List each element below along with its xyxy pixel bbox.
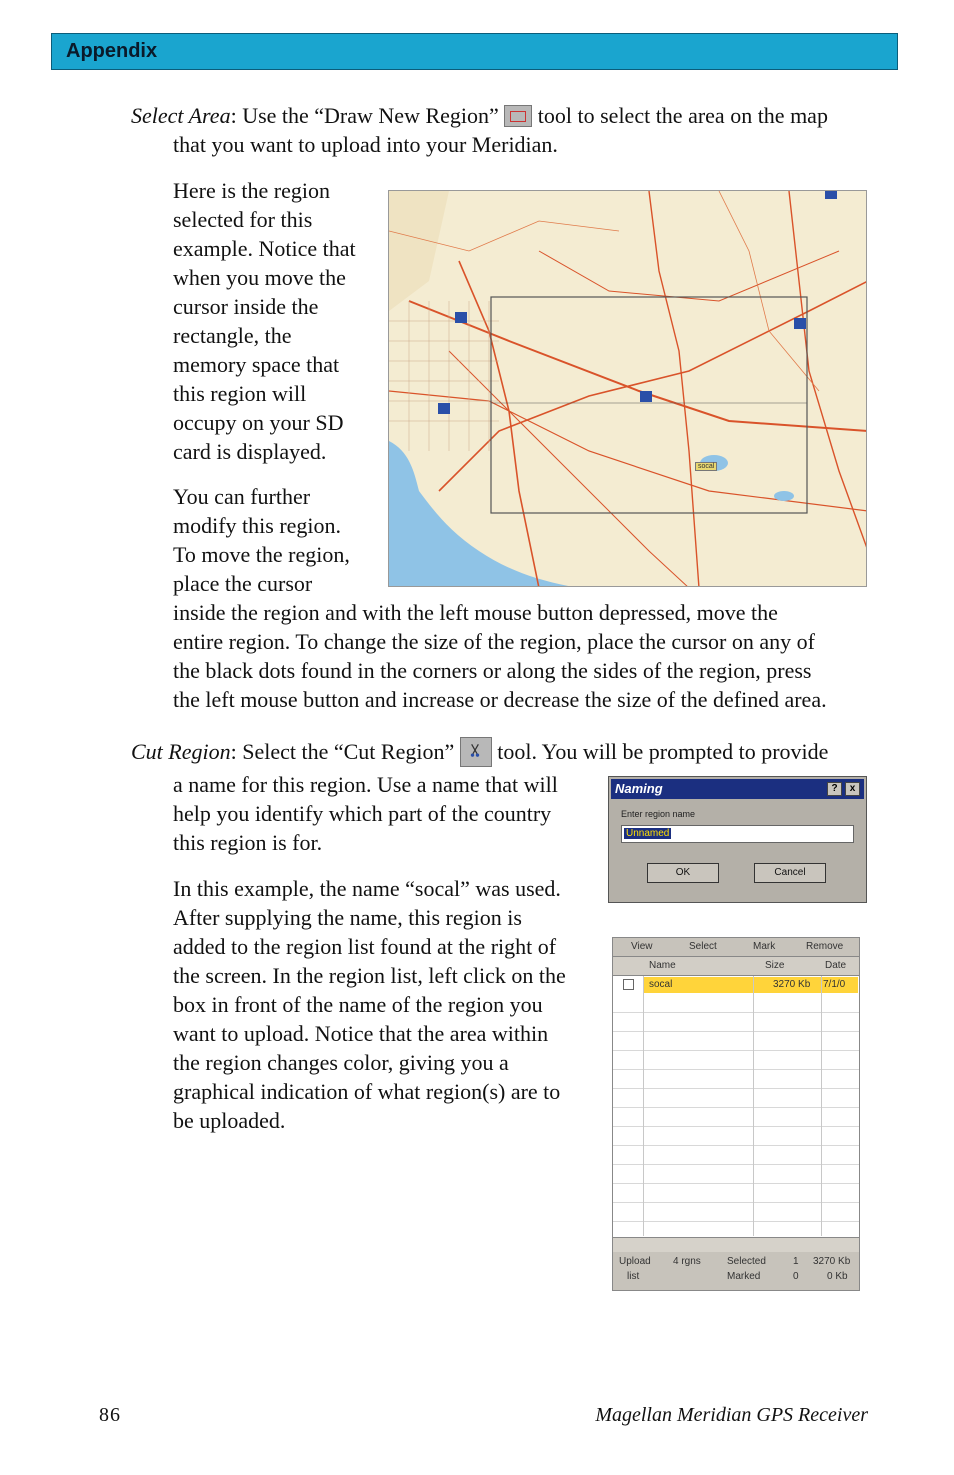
mark-button[interactable]: Mark [753,941,776,952]
view-button[interactable]: View [631,941,653,952]
region-line: this region will [173,381,307,406]
interstate-shield [825,191,837,199]
modify-line: modify this region. [173,513,342,538]
section-header [51,33,898,70]
marked-size: 0 Kb [827,1271,848,1282]
region-line: when you move the [173,265,346,290]
region-name-input[interactable] [621,825,854,843]
column-name[interactable]: Name [649,960,676,971]
example-line: the screen. In the region list, left click on the [173,963,566,988]
example-line: want to upload. Notice that the area within [173,1021,549,1046]
dialog-titlebar [611,779,864,799]
region-list-status [613,1252,859,1290]
example-line: graphical indication of what region(s) are to [173,1079,561,1104]
modify-line: the black dots found in the corners or along the sides of the region, press [173,658,812,683]
column-date[interactable]: Date [825,960,847,971]
region-list-header [613,957,859,976]
selection-rectangle [491,297,807,513]
upload-label[interactable]: Upload [619,1256,651,1267]
modify-line: entire region. To change the size of the region, place the cursor on any of [173,629,815,654]
interstate-shield [794,318,806,329]
select-button[interactable]: Select [689,941,717,952]
map-region-tag: socal [695,462,717,471]
ocean [389,441,579,587]
list-label[interactable]: list [627,1271,640,1282]
region-line: cursor inside the [173,294,319,319]
map-drawing [389,191,867,587]
marked-count: 0 [793,1271,799,1282]
remove-button[interactable]: Remove [806,941,844,952]
example-line: be uploaded. [173,1108,286,1133]
region-line: selected for this [173,207,313,232]
region-name-prompt: Enter region name [621,809,696,819]
selected-count: 1 [793,1256,799,1267]
region-checkbox[interactable] [623,979,634,990]
region-map [388,190,867,587]
region-count: 4 rgns [673,1256,701,1267]
dialog-title: Naming [615,781,663,796]
example-line: added to the region list found at the right of [173,934,557,959]
page-number: 86 [99,1404,121,1426]
example-line: box in front of the name of the region you [173,992,543,1017]
ok-button[interactable]: OK [647,863,719,883]
column-size[interactable]: Size [765,960,785,971]
street-grid [389,301,499,451]
book-title: Magellan Meridian GPS Receiver [595,1404,868,1426]
marked-label: Marked [727,1271,761,1282]
region-list-panel [612,937,860,1291]
select-area-line-2: that you want to upload into your Meridian. [173,132,558,157]
road [539,251,839,301]
region-name-value: Unnamed [626,828,670,839]
select-area-paragraph [131,101,871,159]
cut-region-line: help you identify which part of the country [173,801,552,826]
region-name: socal [649,979,673,990]
modify-line: To move the region, [173,542,350,567]
select-area-label: Select Area [131,103,231,128]
select-area-text-1: : Use the “Draw New Region” [230,103,505,128]
cut-region-paragraph [131,737,871,767]
cancel-button[interactable]: Cancel [754,863,826,883]
region-line: card is displayed. [173,439,327,464]
region-list-toolbar [613,938,859,957]
example-paragraph [173,874,603,1135]
example-line: the region changes color, giving you a [173,1050,509,1075]
example-line: In this example, the name “socal” was used. [173,876,561,901]
cut-region-line: this region is for. [173,830,323,855]
horizontal-scrollbar[interactable] [613,1237,859,1252]
modify-line: You can further [173,484,311,509]
selected-label: Selected [727,1256,766,1267]
cut-region-label: Cut Region [131,739,231,764]
cut-region-line: a name for this region. Use a name that will [173,772,558,797]
freeway [459,261,539,587]
region-line: occupy on your SD [173,410,344,435]
cut-region-text-2: tool. You will be prompted to provide [491,739,829,764]
interstate-shield [438,403,450,414]
region-line: Here is the region [173,178,330,203]
region-line: rectangle, the [173,323,292,348]
terrain-north [389,191,449,311]
modify-line: place the cursor [173,571,313,596]
select-area-text-2: tool to select the area on the map [532,103,828,128]
table-row[interactable] [643,977,858,993]
cut-region-text-1: : Select the “Cut Region” [230,739,460,764]
region-line: example. Notice that [173,236,356,261]
road [449,351,689,587]
modify-line: inside the region and with the left mouse button depressed, move the [173,600,778,625]
freeway [389,391,867,511]
section-title: Appendix [66,40,158,62]
freeway [649,191,699,587]
example-line: After supplying the name, this region is [173,905,522,930]
interstate-shield [640,391,652,402]
cut-region-description [173,770,603,857]
selected-size: 3270 Kb [813,1256,851,1267]
modify-line: the left mouse button and increase or decrease the size of the defined area. [173,687,827,712]
draw-region-icon [504,105,532,127]
lake [774,491,794,501]
region-size: 3270 Kb [773,979,811,990]
naming-dialog [608,776,867,903]
region-date: 7/1/0 [823,979,846,990]
region-line: memory space that [173,352,340,377]
region-description [173,176,383,466]
close-button[interactable]: x [845,782,860,796]
interstate-shield [455,312,467,323]
road [719,191,819,391]
help-button[interactable]: ? [827,782,842,796]
cut-region-icon [460,737,492,767]
freeway [789,191,867,551]
